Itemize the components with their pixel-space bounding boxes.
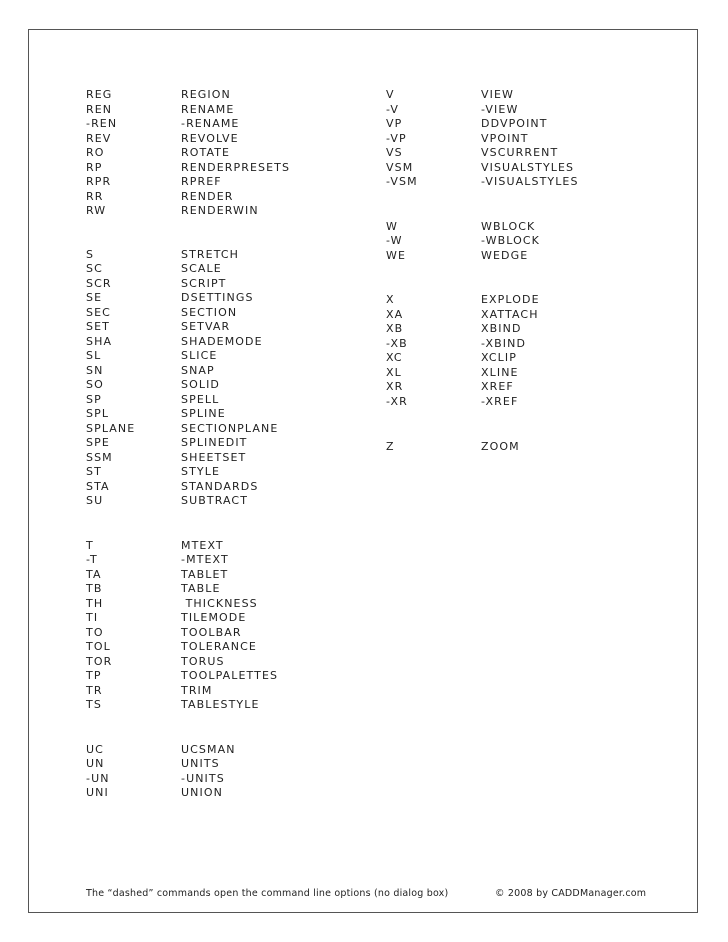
command-name: EXPLODE [481,293,540,306]
command-alias: SE [86,291,103,304]
command-alias: SN [86,363,104,377]
command-alias: UC [86,742,104,756]
command-row [86,480,290,495]
command-row [86,407,290,422]
command-row [86,378,290,393]
command-name: TOOLBAR [181,625,242,639]
command-alias: SPLANE [86,421,136,435]
command-row [86,291,290,306]
command-row [386,293,579,308]
command-name: ZOOM [481,440,520,453]
command-alias: -T [86,553,98,566]
command-alias: SPL [86,407,110,420]
command-row [86,132,290,147]
command-alias: SC [86,262,103,275]
command-row [386,175,579,190]
command-alias: SPE [86,436,110,449]
command-name: STANDARDS [181,479,259,493]
command-name: SECTION [181,305,238,319]
command-row [86,248,290,263]
command-alias: REV [86,131,112,145]
command-row [386,308,579,323]
command-alias: XB [386,322,404,335]
command-row [86,146,290,161]
command-alias: -V [386,102,400,116]
command-name: SOLID [181,378,220,391]
command-name: VSCURRENT [481,146,559,159]
command-row [386,337,579,352]
command-name: -XREF [481,394,519,408]
command-name: SPELL [181,392,220,406]
command-alias: SP [86,392,102,406]
command-alias: TOR [86,654,113,668]
command-name: SNAP [181,363,215,377]
command-row [86,568,290,583]
command-alias: STA [86,479,110,493]
command-row [86,494,290,509]
command-name: SHEETSET [181,450,247,464]
command-row [386,161,579,176]
right-command-column [386,88,579,455]
command-row [386,146,579,161]
command-alias: REG [86,88,113,101]
command-alias: SU [86,494,104,507]
command-alias: VS [386,146,403,159]
command-alias: -UN [86,771,110,785]
command-name: -XBIND [481,336,527,350]
command-row [86,364,290,379]
command-row [386,440,579,455]
command-name: SPLINE [181,407,226,420]
command-row [86,277,290,292]
command-row [86,335,290,350]
command-alias: SCR [86,276,112,290]
command-alias: W [386,219,398,233]
command-row [86,262,290,277]
command-alias: RR [86,189,104,203]
command-name: STYLE [181,465,220,478]
command-row [386,395,579,410]
command-alias: TI [86,611,99,624]
command-alias: VP [386,117,403,130]
command-name: MTEXT [181,538,224,552]
command-name: -MTEXT [181,553,229,566]
command-row [86,655,290,670]
command-row [86,88,290,103]
command-alias: -XB [386,336,408,350]
command-name: XATTACH [481,307,539,321]
command-row [86,640,290,655]
command-name: SCALE [181,262,222,275]
command-alias: UNI [86,786,109,799]
command-alias: TO [86,625,104,639]
command-alias: -VSM [386,175,418,188]
command-row [386,380,579,395]
command-name: UCSMAN [181,742,236,756]
command-alias: TR [86,683,103,697]
command-alias: TB [86,582,103,595]
command-row [86,669,290,684]
command-row [386,132,579,147]
command-row [86,786,290,801]
footer-copyright: © 2008 by CADDManager.com [495,888,647,899]
command-row [86,772,290,787]
command-alias: -REN [86,117,118,130]
command-name: UNION [181,786,223,799]
command-name: TOOLPALETTES [181,669,279,682]
command-row [86,349,290,364]
command-row [86,684,290,699]
command-name: REGION [181,88,231,101]
command-row [386,366,579,381]
command-alias: T [86,538,94,552]
command-name: RENDER [181,189,234,203]
command-name: WBLOCK [481,219,536,233]
footer-note: The “dashed” commands open the command line options (no dialog box) [86,888,449,899]
command-row [386,88,579,103]
command-name: RENDERPRESETS [181,160,291,174]
command-row [86,698,290,713]
command-alias: Z [386,440,395,453]
command-alias: SHA [86,334,113,348]
command-row [86,539,290,554]
command-group [86,539,290,713]
command-row [86,103,290,118]
command-alias: -W [386,234,403,247]
command-name: XCLIP [481,351,517,364]
command-row [386,234,579,249]
command-alias: SEC [86,305,111,319]
command-row [86,436,290,451]
command-row [386,220,579,235]
command-name: DDVPOINT [481,117,548,130]
command-row [86,611,290,626]
command-name: TORUS [181,654,225,668]
command-name: RENAME [181,102,235,116]
command-name: SLICE [181,349,218,362]
command-row [386,103,579,118]
command-row [86,597,290,612]
command-name: SCRIPT [181,276,227,290]
command-alias: -XR [386,394,408,408]
command-row [86,451,290,466]
command-group [386,293,579,409]
command-row [386,351,579,366]
command-name: DSETTINGS [181,291,254,304]
command-name: SPLINEDIT [181,436,248,449]
command-name: TOLERANCE [181,640,257,653]
command-name: -WBLOCK [481,234,540,247]
command-row [386,322,579,337]
command-alias: RW [86,204,107,217]
command-alias: UN [86,757,105,770]
command-group [86,88,290,219]
command-row [86,553,290,568]
command-alias: SO [86,378,104,391]
command-row [86,320,290,335]
command-row [86,422,290,437]
command-alias: SSM [86,450,113,464]
command-name: REVOLVE [181,131,239,145]
command-alias: XA [386,307,404,321]
command-alias: WE [386,248,407,262]
command-alias: RPR [86,175,112,188]
command-row [86,743,290,758]
command-row [86,393,290,408]
command-name: SUBTRACT [181,494,249,507]
command-name: STRETCH [181,247,240,261]
command-alias: VSM [386,160,414,174]
command-alias: TP [86,669,102,682]
document-page [28,29,698,913]
command-name: -UNITS [181,771,225,785]
command-name: UNITS [181,757,220,770]
command-name: TABLE [181,582,221,595]
command-row [386,117,579,132]
command-alias: SET [86,320,110,333]
command-row [86,626,290,641]
command-row [86,190,290,205]
command-name: -VIEW [481,102,519,116]
command-row [86,306,290,321]
command-name: SECTIONPLANE [181,421,279,435]
command-alias: RP [86,160,103,174]
command-group [386,220,579,264]
command-group [86,248,290,509]
command-name: VIEW [481,88,514,101]
command-alias: -VP [386,131,407,145]
command-name: -VISUALSTYLES [481,175,579,188]
left-command-column [86,88,290,801]
command-name: THICKNESS [181,596,258,610]
command-row [86,161,290,176]
command-name: -RENAME [181,117,240,130]
command-name: TABLESTYLE [181,698,260,711]
command-alias: S [86,247,95,261]
command-name: TABLET [181,567,229,581]
command-row [86,465,290,480]
command-row [86,757,290,772]
command-group [386,440,579,455]
command-alias: ST [86,465,102,478]
command-alias: RO [86,146,105,159]
command-alias: XR [386,380,404,393]
command-group [386,88,579,190]
command-alias: SL [86,349,102,362]
command-name: SHADEMODE [181,334,263,348]
command-row [86,117,290,132]
command-alias: XC [386,351,403,364]
command-name: XREF [481,380,514,393]
command-name: TRIM [181,683,213,697]
command-name: XLINE [481,365,519,379]
command-name: VISUALSTYLES [481,160,575,174]
command-alias: TH [86,596,104,610]
command-name: VPOINT [481,131,529,145]
command-row [86,175,290,190]
command-name: WEDGE [481,248,529,262]
command-name: XBIND [481,322,522,335]
command-name: SETVAR [181,320,231,333]
command-alias: TOL [86,640,111,653]
command-alias: XL [386,365,402,379]
command-name: TILEMODE [181,611,247,624]
command-row [386,249,579,264]
command-alias: TA [86,567,102,581]
command-alias: X [386,293,395,306]
command-name: ROTATE [181,146,231,159]
command-name: RENDERWIN [181,204,259,217]
command-name: RPREF [181,175,222,188]
command-alias: TS [86,698,102,711]
command-row [86,204,290,219]
command-row [86,582,290,597]
command-alias: V [386,88,395,101]
command-group [86,743,290,801]
command-alias: REN [86,102,113,116]
